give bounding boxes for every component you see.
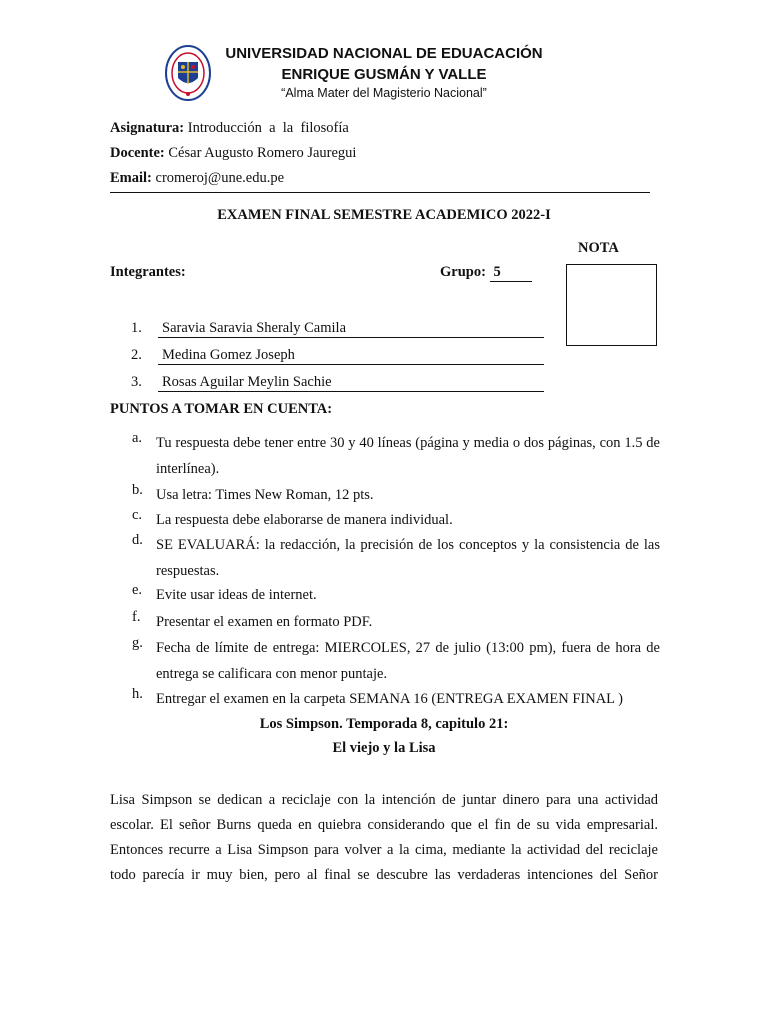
point-letter: a. [132,430,143,446]
case-subtitle: El viejo y la Lisa [332,740,436,756]
point-letter: f. [132,609,141,625]
case-title: Los Simpson. Temporada 8, capitulo 21: [259,716,509,732]
point-letter: d. [132,532,143,548]
case-paragraph-line: Entonces recurre a Lisa Simpson para volver a la cima, mediante la actividad del reciclaje [110,842,658,858]
point-text: La respuesta debe elaborarse de manera individual. [156,512,453,528]
point-letter: b. [132,482,143,498]
group-value: 5 [490,264,532,282]
university-motto: “Alma Mater del Magisterio Nacional” [281,86,487,100]
point-text: Presentar el examen en formato PDF. [156,614,373,630]
teacher-row [110,145,356,162]
university-seal-logo [165,45,211,101]
point-text: Usa letra: Times New Roman, 12 pts. [156,487,374,503]
point-text: SE EVALUARÁ: la redacción, la precisión de los conceptos y la consistencia de las respuestas. [156,537,660,579]
university-name-line1: UNIVERSIDAD NACIONAL DE EDUACACIÓN [225,45,543,62]
grade-label: NOTA [578,240,619,256]
group-row [440,264,532,282]
case-paragraph-line: Lisa Simpson se dedican a reciclaje con la intención de juntar dinero para una actividad [110,792,658,808]
member-number: 2. [131,347,142,363]
group-label: Grupo: [440,264,486,280]
member-name: Saravia Saravia Sheraly Camila [158,320,544,338]
point-letter: c. [132,507,143,523]
case-paragraph-line: escolar. El señor Burns queda en quiebra considerando que el fin de su vida empresarial. [110,817,658,833]
point-text: Tu respuesta debe tener entre 30 y 40 líneas (página y media o dos páginas, con 1.5 de interlínea). [156,435,660,477]
email-row [110,170,284,187]
point-text: Entregar el examen en la carpeta SEMANA 16 (ENTREGA EXAMEN FINAL ) [156,691,623,707]
case-paragraph-line: todo parecía ir muy bien, pero al final se descubre las verdaderas intenciones del Señor [110,867,658,883]
point-text: Evite usar ideas de internet. [156,587,317,603]
members-label: Integrantes: [110,264,186,280]
university-name-line2: ENRIQUE GUSMÁN Y VALLE [281,66,487,83]
grade-box [566,264,657,346]
teacher-label: Docente: [110,145,165,161]
point-letter: h. [132,686,143,702]
points-title: PUNTOS A TOMAR EN CUENTA: [110,401,333,417]
member-name: Medina Gomez Joseph [158,347,544,365]
member-number: 3. [131,374,142,390]
point-letter: e. [132,582,143,598]
header-divider [110,192,650,193]
member-name: Rosas Aguilar Meylin Sachie [158,374,544,392]
subject-row [110,120,349,137]
member-number: 1. [131,320,142,336]
subject-label: Asignatura: [110,120,185,136]
teacher-value: César Augusto Romero Jauregui [164,145,357,161]
email-value: cromeroj@une.edu.pe [151,170,285,186]
point-text: Fecha de límite de entrega: MIERCOLES, 27 de julio (13:00 pm), fuera de hora de entrega se calificara con menor puntaje. [156,640,660,682]
subject-value: Introducción a la filosofía [184,120,349,136]
email-label: Email: [110,170,152,186]
point-letter: g. [132,635,143,651]
exam-title: EXAMEN FINAL SEMESTRE ACADEMICO 2022-I [217,207,551,223]
